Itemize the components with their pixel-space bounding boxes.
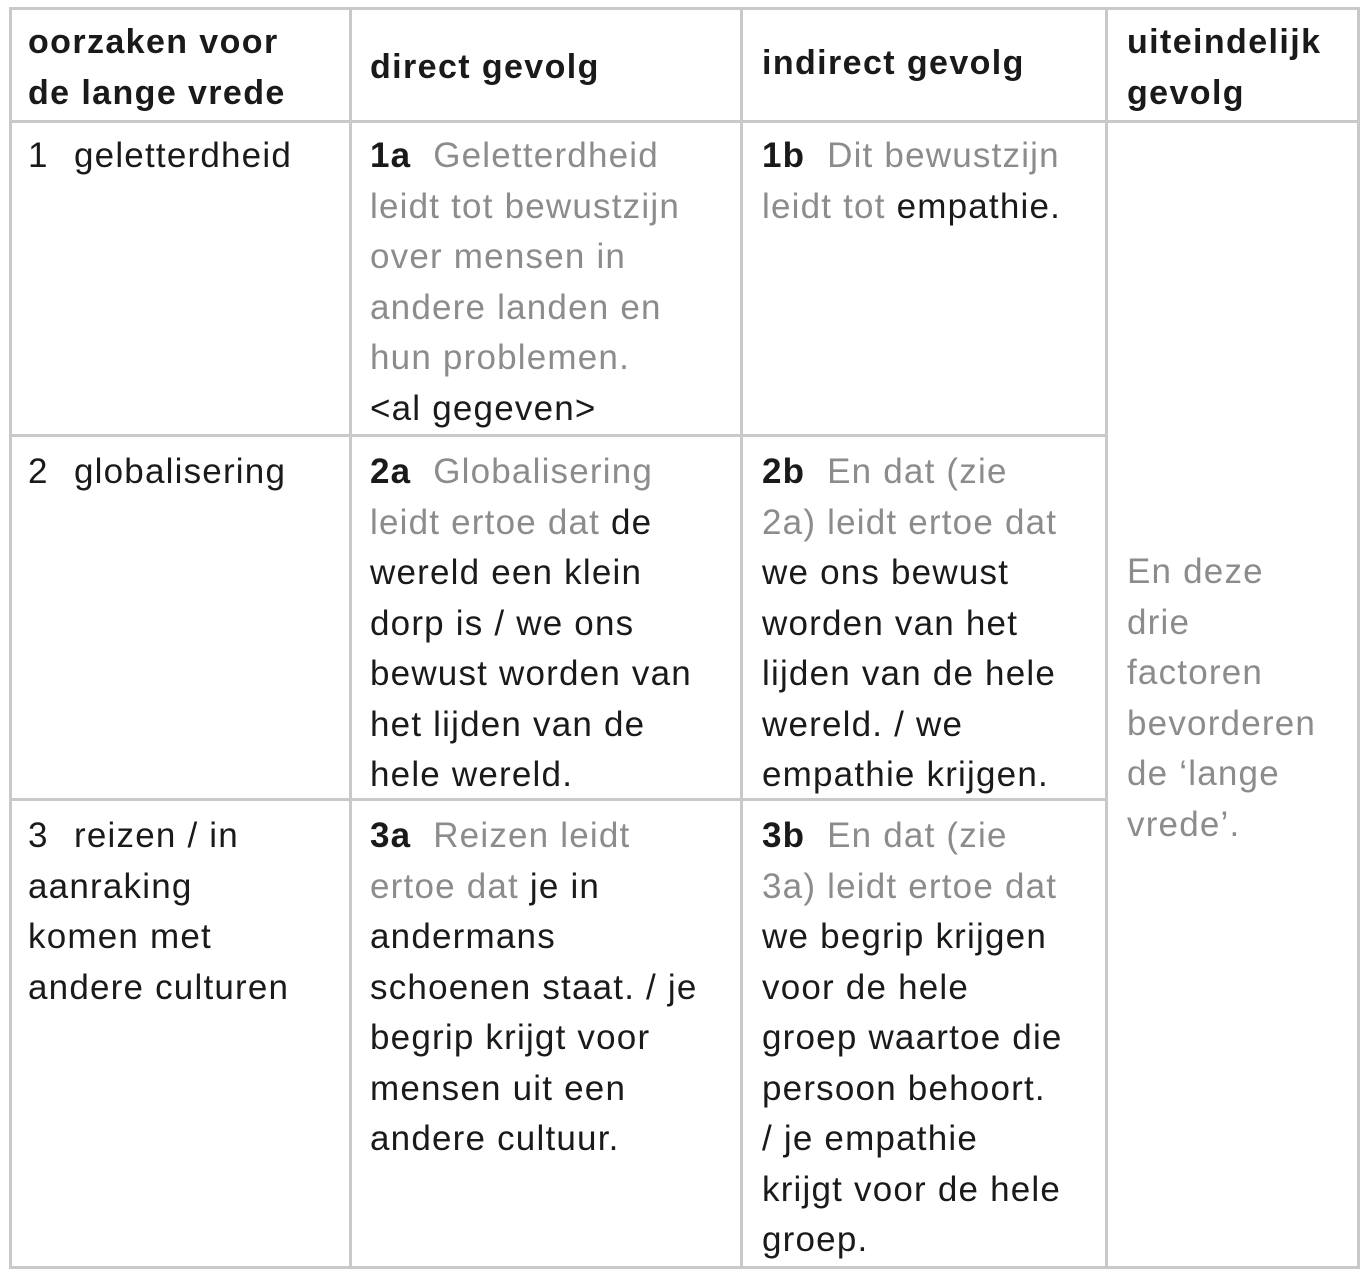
direct-text: bewust worden van: [370, 654, 692, 693]
indirect-line: [762, 182, 1061, 233]
indirect-label: 3b: [762, 816, 806, 855]
direct-label: 2a: [370, 452, 412, 491]
indirect-line: [762, 599, 1057, 650]
direct-text: over mensen in: [370, 237, 627, 276]
cause-line: [28, 963, 289, 1014]
direct-text: andere landen en: [370, 287, 662, 327]
header-causes: [28, 17, 286, 119]
indirect-text: 3a) leidt ertoe dat: [762, 866, 1058, 906]
direct-text: andermans: [370, 917, 556, 956]
indirect-text: groep waartoe die: [762, 1018, 1063, 1057]
header-final-line-2: gevolg: [1127, 74, 1245, 112]
cause-line: [28, 862, 289, 913]
final-effect: [1127, 547, 1316, 850]
indirect-text: we begrip krijgen: [762, 917, 1047, 956]
indirect-line: [762, 498, 1057, 549]
indirect-line: [762, 963, 1063, 1014]
column-divider-3: [1105, 7, 1108, 1269]
direct-line: [370, 1064, 698, 1115]
direct-text: <al gegeven>: [370, 388, 597, 428]
cause-line: [28, 912, 289, 963]
indirect-line: [762, 811, 1063, 862]
direct-line: [370, 912, 698, 963]
indirect-line: [762, 1215, 1063, 1266]
indirect-text: leidt tot: [762, 186, 897, 226]
cause-line: [28, 811, 289, 862]
row-1-direct: [370, 131, 680, 434]
indirect-text: empathie krijgen.: [762, 755, 1049, 794]
row-number: 2: [28, 452, 49, 491]
header-indirect-label: indirect gevolg: [762, 44, 1025, 82]
column-divider-1: [349, 7, 352, 1269]
indirect-text: voor de hele: [762, 967, 970, 1007]
cause-text: komen met: [28, 917, 212, 956]
header-final: [1127, 17, 1321, 119]
direct-text: begrip krijgt voor: [370, 1018, 651, 1057]
row-1-cause: [28, 131, 292, 182]
final-effect-line: drie: [1127, 602, 1191, 642]
indirect-label: 1b: [762, 136, 806, 175]
indirect-line: [762, 447, 1057, 498]
indirect-text: / je empathie: [762, 1119, 978, 1158]
indirect-label: 2b: [762, 452, 806, 491]
cause-line: [28, 447, 286, 498]
direct-text: Reizen leidt: [433, 816, 631, 855]
final-effect-line: vrede’.: [1127, 804, 1241, 844]
indirect-text: groep.: [762, 1220, 869, 1259]
header-direct: [370, 42, 600, 93]
cause-text: reizen / in: [74, 816, 239, 855]
header-final-line-1: uiteindelijk: [1127, 23, 1322, 61]
indirect-line: [762, 649, 1057, 700]
direct-text: dorp is / we ons: [370, 603, 635, 643]
header-causes-line-2: de lange vrede: [28, 74, 286, 112]
direct-text: hun problemen.: [370, 338, 631, 377]
row-1-indirect: [762, 131, 1061, 232]
direct-line: [370, 182, 680, 233]
direct-line: [370, 1114, 698, 1165]
direct-line: [370, 811, 698, 862]
cause-text: aanraking: [28, 866, 193, 906]
indirect-text: we ons bewust: [762, 553, 1010, 592]
indirect-line: [762, 700, 1057, 751]
direct-line: [370, 963, 698, 1014]
direct-line: [370, 283, 680, 334]
header-indirect: [762, 38, 1025, 89]
indirect-line: [762, 912, 1063, 963]
header-causes-line-1: oorzaken voor: [28, 23, 279, 61]
direct-text: andere cultuur.: [370, 1119, 620, 1158]
final-effect-line: En deze: [1127, 552, 1264, 591]
direct-line: [370, 599, 692, 650]
direct-text: je in: [529, 866, 601, 906]
direct-text: schoenen staat. / je: [370, 967, 698, 1007]
indirect-text: 2a) leidt ertoe dat: [762, 502, 1058, 542]
row-2-indirect: [762, 447, 1057, 801]
cause-line: [28, 131, 292, 182]
indirect-line: [762, 1165, 1063, 1216]
direct-line: [370, 548, 692, 599]
indirect-text: En dat (zie: [827, 816, 1008, 855]
indirect-line: [762, 131, 1061, 182]
header-divider: [9, 120, 1360, 123]
direct-text: het lijden van de: [370, 704, 646, 744]
direct-line: [370, 447, 692, 498]
indirect-line: [762, 548, 1057, 599]
row-3-direct: [370, 811, 698, 1165]
indirect-text: En dat (zie: [827, 452, 1008, 491]
column-divider-2: [740, 7, 743, 1269]
direct-text: ertoe dat: [370, 866, 530, 906]
direct-text: hele wereld.: [370, 755, 574, 794]
row-3-cause: [28, 811, 289, 1013]
direct-line: [370, 333, 680, 384]
cause-text: andere culturen: [28, 967, 290, 1007]
row-number: 1: [28, 136, 49, 175]
row-divider-1: [9, 434, 1108, 437]
direct-text: mensen uit een: [370, 1068, 627, 1108]
direct-text: de: [611, 502, 653, 542]
direct-label: 1a: [370, 136, 412, 175]
header-direct-label: direct gevolg: [370, 48, 600, 86]
indirect-text: worden van het: [762, 603, 1019, 643]
direct-line: [370, 700, 692, 751]
indirect-line: [762, 862, 1063, 913]
indirect-text: empathie.: [896, 186, 1062, 226]
row-2-cause: [28, 447, 286, 498]
indirect-line: [762, 1064, 1063, 1115]
cause-text: geletterdheid: [74, 136, 292, 175]
indirect-text: lijden van de hele: [762, 654, 1057, 693]
direct-line: [370, 649, 692, 700]
indirect-line: [762, 1013, 1063, 1064]
direct-text: wereld een klein: [370, 553, 643, 592]
row-2-direct: [370, 447, 692, 801]
direct-line: [370, 1013, 698, 1064]
row-number: 3: [28, 816, 49, 855]
direct-line: [370, 384, 680, 435]
indirect-text: wereld. / we: [762, 704, 964, 744]
indirect-line: [762, 1114, 1063, 1165]
direct-text: Globalisering: [433, 452, 654, 491]
direct-text: leidt tot bewustzijn: [370, 186, 680, 226]
final-effect-line: factoren: [1127, 653, 1264, 692]
indirect-text: krijgt voor de hele: [762, 1169, 1062, 1209]
row-3-indirect: [762, 811, 1063, 1266]
cause-text: globalisering: [74, 452, 287, 491]
direct-label: 3a: [370, 816, 412, 855]
direct-line: [370, 232, 680, 283]
direct-text: leidt ertoe dat: [370, 502, 612, 542]
direct-line: [370, 750, 692, 801]
direct-line: [370, 862, 698, 913]
indirect-line: [762, 750, 1057, 801]
indirect-text: persoon behoort.: [762, 1068, 1046, 1108]
direct-line: [370, 498, 692, 549]
direct-line: [370, 131, 680, 182]
final-effect-line: bevorderen: [1127, 703, 1317, 743]
final-effect-line: de ‘lange: [1127, 754, 1280, 793]
indirect-text: Dit bewustzijn: [827, 136, 1060, 175]
direct-text: Geletterdheid: [433, 136, 659, 175]
